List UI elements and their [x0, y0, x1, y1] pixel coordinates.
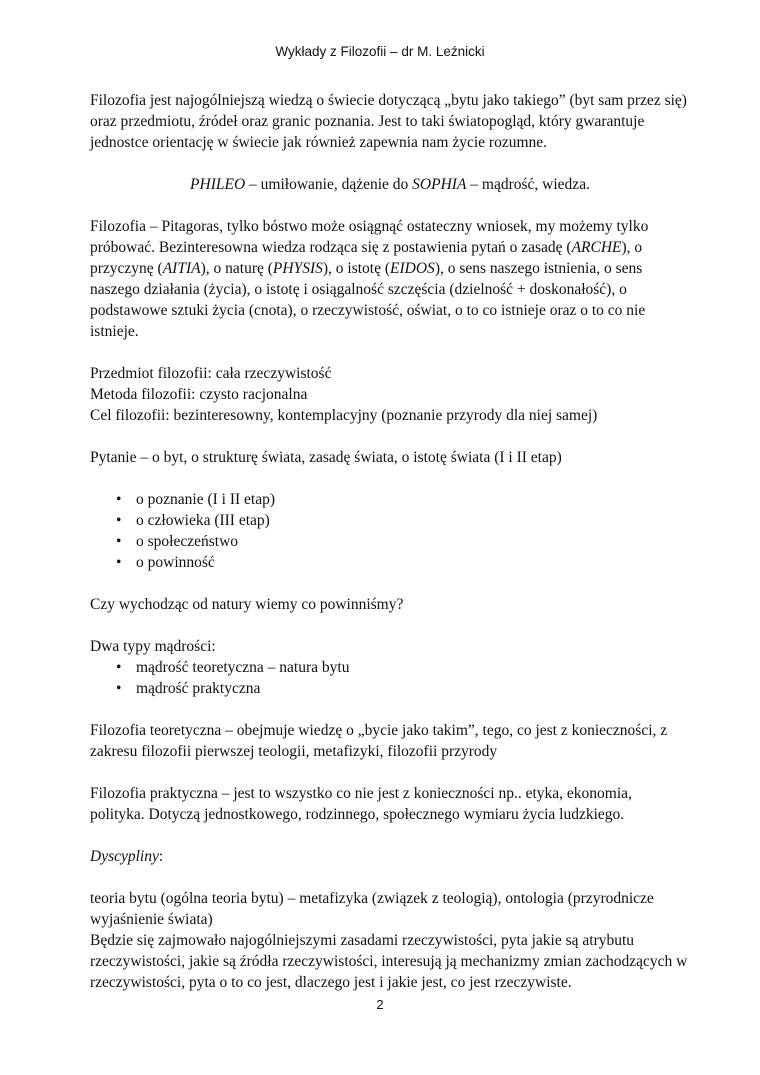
question-paragraph: Pytanie – o byt, o strukturę świata, zasadę świata, o istotę świata (I i II etap)	[90, 449, 562, 466]
intro-paragraph: Filozofia jest najogólniejszą wiedzą o świecie dotyczącą „bytu jako takiego” (byt sam przez się) oraz przedmiotu, źródeł oraz granic poznania. Jest to taki światopogląd, który gwarantuje jednostce orientację w świecie jak również zapewnia nam życie rozumne.	[90, 92, 687, 151]
p2-text-b: ), o przyczynę (	[90, 239, 643, 277]
term-aitia: AITIA	[162, 260, 201, 277]
term-phileo: PHILEO	[190, 176, 246, 193]
wisdom-intro: Dwa typy mądrości:	[90, 638, 216, 655]
term-sophia: SOPHIA	[412, 176, 467, 193]
list-item	[90, 552, 690, 573]
p2-text-d: ), o istotę (	[322, 260, 391, 277]
list-item-text: mądrość teoretyczna – natura bytu	[136, 659, 350, 676]
ontology-description: Będzie się zajmowało najogólniejszymi zasadami rzeczywistości, pyta jakie są atrybutu rzeczywistości, jakie są źródła rzeczywistości, interesują ją mechanizmy zmian zachodzących w rzeczywistości, pyta o to co jest, dlaczego jest i jakie jest, co jest rzeczywiste.	[90, 932, 688, 991]
page-header: Wykłady z Filozofii – dr M. Leźnicki	[275, 44, 485, 59]
list-item-text: o powinność	[136, 554, 215, 571]
p2-text-c: ), o naturę (	[200, 260, 273, 277]
definition-text-1: – umiłowanie, dążenie do	[245, 176, 413, 193]
list-item-text: mądrość praktyczna	[136, 680, 261, 697]
disciplines-label: Dyscypliny	[90, 848, 159, 865]
pitagoras-paragraph	[90, 216, 690, 342]
list-item	[90, 678, 690, 699]
bullet-icon: •	[116, 512, 122, 529]
disciplines-colon: :	[158, 848, 164, 865]
disciplines-heading	[90, 846, 690, 867]
nature-question: Czy wychodząc od natury wiemy co powinniśmy?	[90, 596, 404, 613]
list-item	[90, 510, 690, 531]
list-item	[90, 657, 690, 678]
bullet-icon: •	[116, 533, 122, 550]
term-eidos: EIDOS	[390, 260, 435, 277]
fact-subject: Przedmiot filozofii: cała rzeczywistość	[90, 365, 332, 382]
list-item-text: o społeczeństwo	[136, 533, 239, 550]
theoretical-philosophy-paragraph: Filozofia teoretyczna – obejmuje wiedzę o „bycie jako takim”, tego, co jest z konieczności, z zakresu filozofii pierwszej teologii, metafizyki, filozofii przyrody	[90, 722, 668, 760]
page-number: 2	[376, 997, 384, 1012]
list-item	[90, 489, 690, 510]
bullet-icon: •	[116, 680, 122, 697]
term-arche: ARCHE	[571, 239, 622, 256]
list-item-text: o poznanie (I i II etap)	[136, 491, 276, 508]
definition-line	[90, 174, 690, 195]
definition-text-2: – mądrość, wiedza.	[466, 176, 590, 193]
list-item-text: o człowieka (III etap)	[136, 512, 270, 529]
bullet-icon: •	[116, 659, 122, 676]
fact-goal: Cel filozofii: bezinteresowny, kontemplacyjny (poznanie przyrody dla niej samej)	[90, 407, 598, 424]
philosophy-facts	[90, 363, 690, 426]
page-content	[90, 90, 690, 993]
p2-text-a: Filozofia – Pitagoras, tylko bóstwo może osiągnąć ostateczny wniosek, my możemy tylko próbować. Bezinteresowna wiedza rodząca się z postawienia pytań o zasadę (	[90, 218, 649, 256]
bullet-icon: •	[116, 491, 122, 508]
fact-method: Metoda filozofii: czysto racjonalna	[90, 386, 308, 403]
ontology-paragraph: teoria bytu (ogólna teoria bytu) – metafizyka (związek z teologią), ontologia (przyrodnicze wyjaśnienie świata)	[90, 890, 654, 928]
bullet-icon: •	[116, 554, 122, 571]
question-list	[90, 489, 690, 573]
list-item	[90, 531, 690, 552]
p2-text-e: ), o sens naszego istnienia, o sens naszego działania (życia), o istotę i osiągalność szczęścia (dzielność + doskonałość), o podstawowe sztuki życia (cnota), o rzeczywistość, oświat, o to co istnieje oraz o to co nie istnieje.	[90, 260, 646, 340]
term-physis: PHYSIS	[272, 260, 323, 277]
practical-philosophy-paragraph: Filozofia praktyczna – jest to wszystko co nie jest z konieczności np.. etyka, ekonomia, polityka. Dotyczą jednostkowego, rodzinnego, społecznego wymiaru życia ludzkiego.	[90, 785, 632, 823]
wisdom-list	[90, 657, 690, 699]
